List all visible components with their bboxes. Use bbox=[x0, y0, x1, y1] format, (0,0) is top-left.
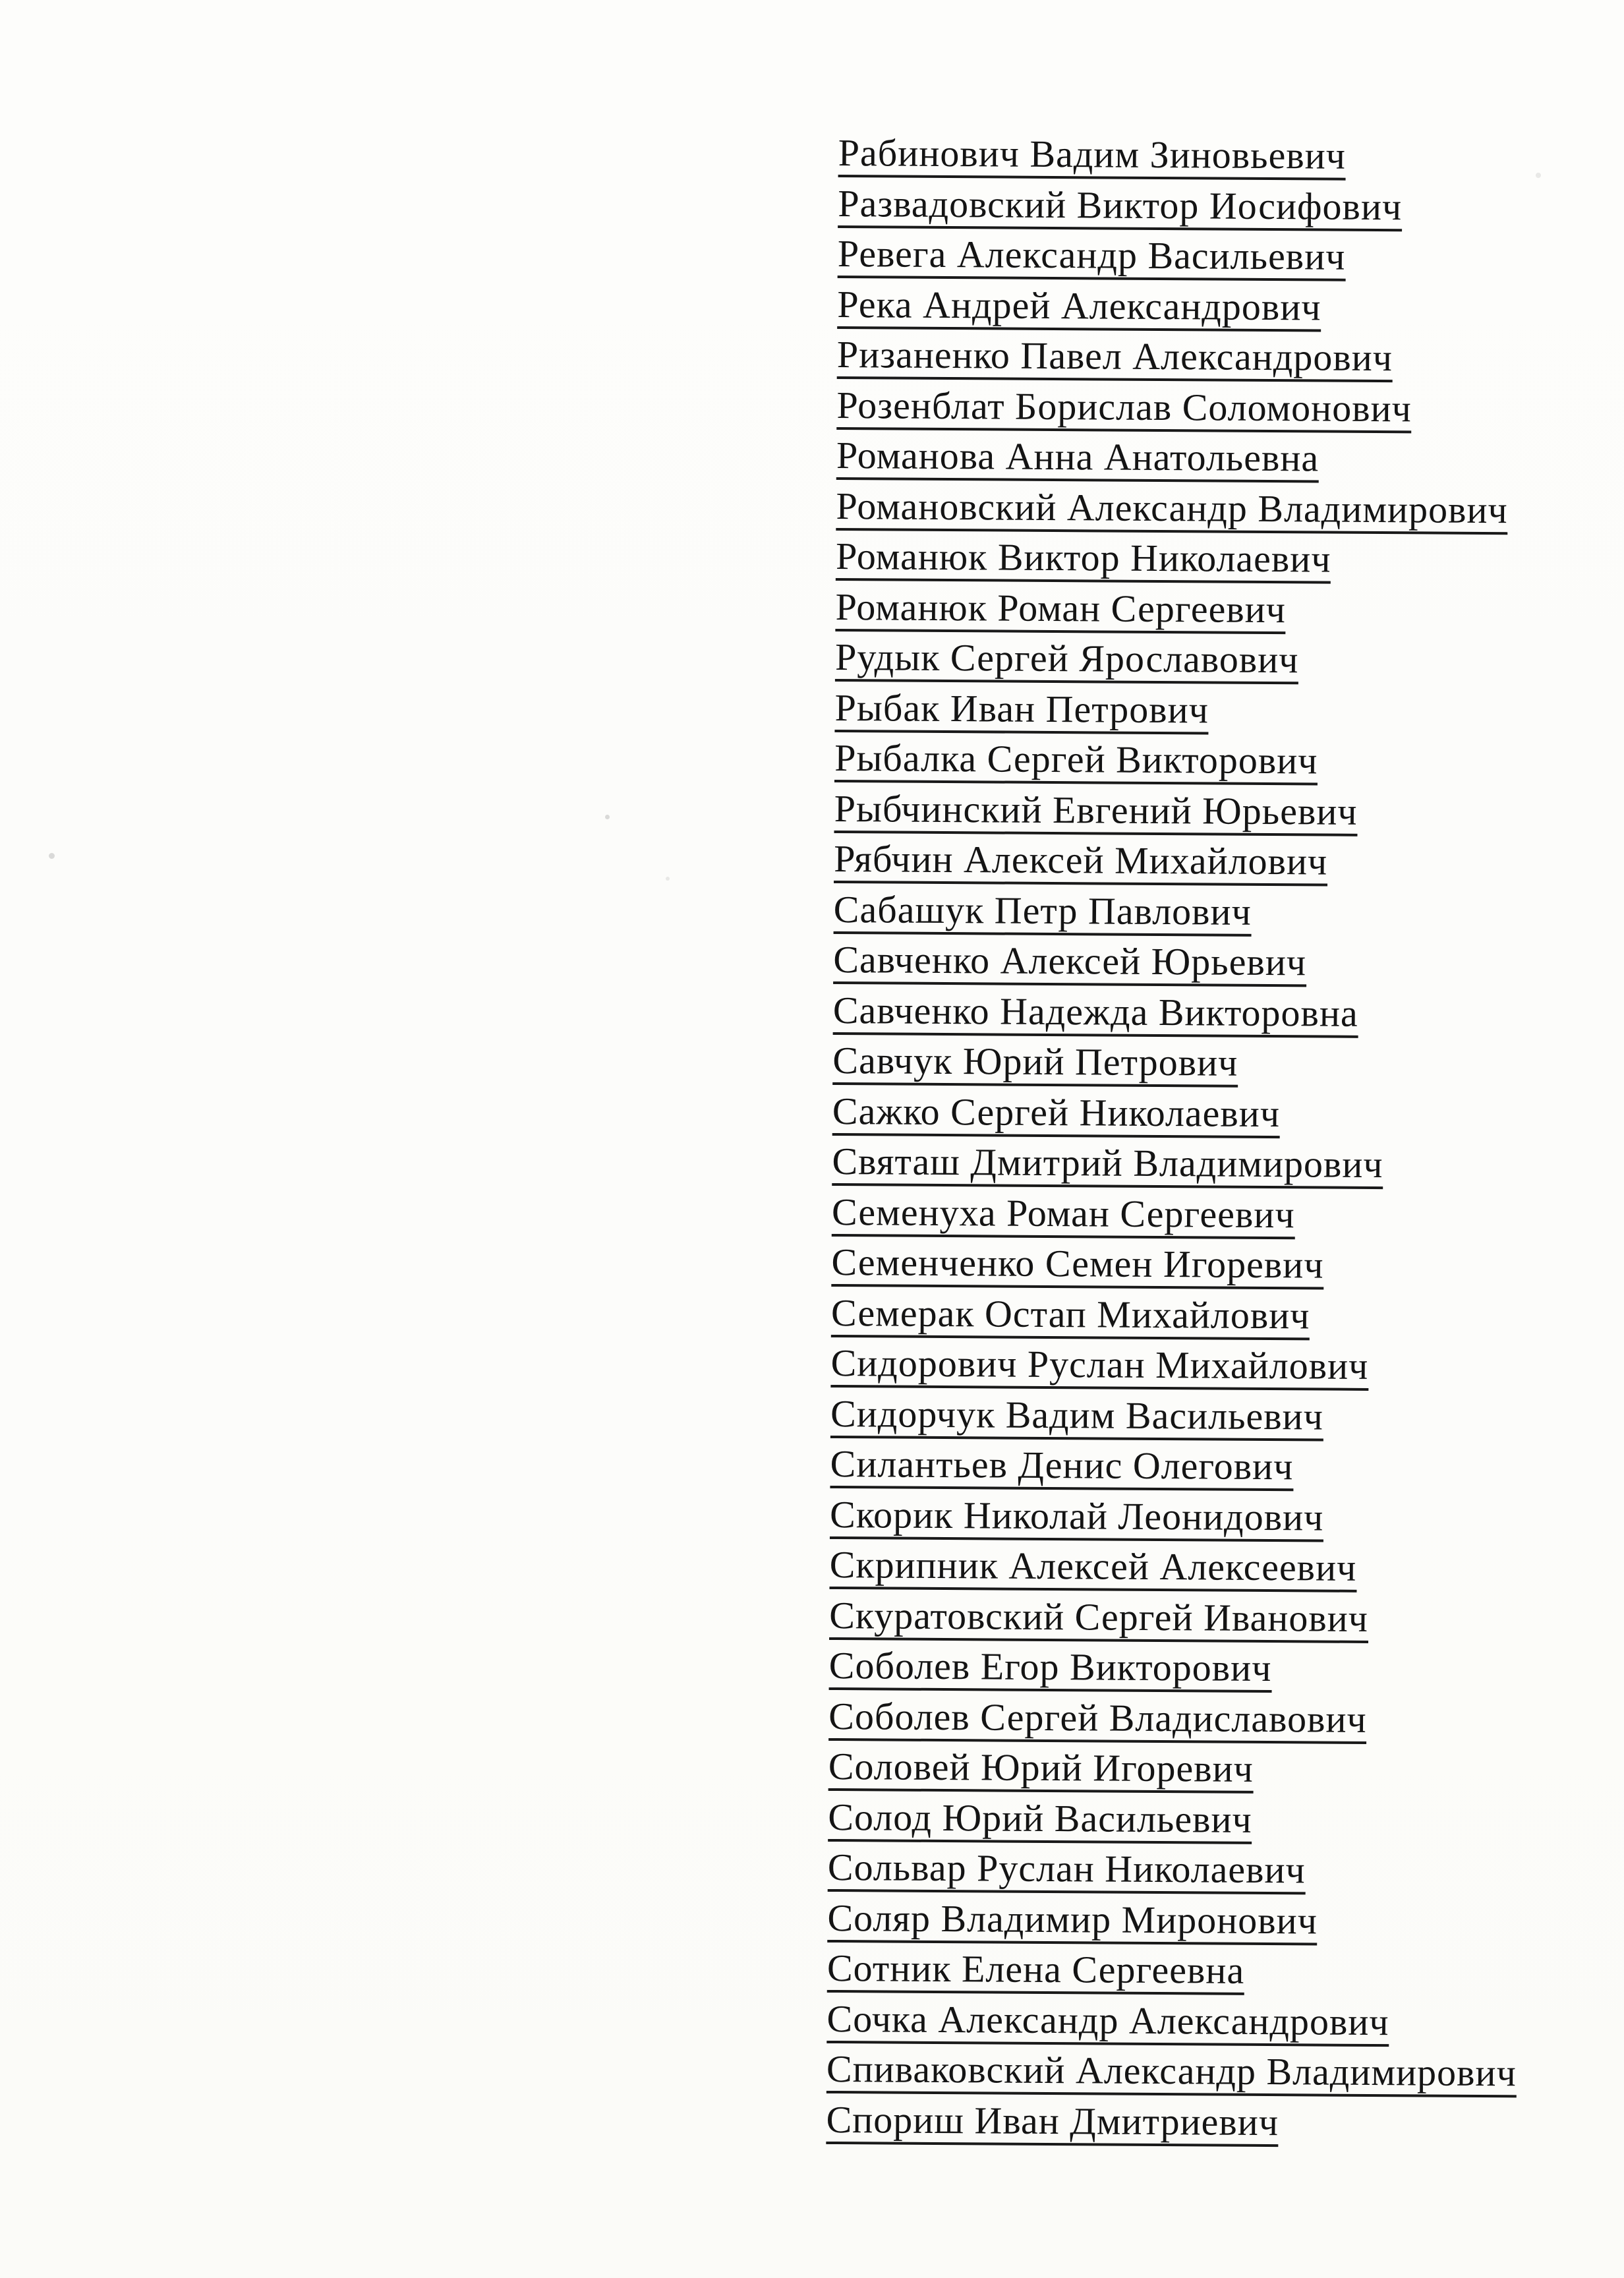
list-item bbox=[828, 1845, 1579, 1900]
list-item bbox=[830, 1442, 1581, 1496]
person-name: Сабашук Петр Павлович bbox=[834, 887, 1252, 936]
person-name: Солод Юрий Васильевич bbox=[828, 1795, 1252, 1844]
person-name: Романова Анна Анатольевна bbox=[836, 434, 1320, 482]
person-name: Сольвар Руслан Николаевич bbox=[828, 1846, 1306, 1894]
person-name: Сотник Елена Сергеевна bbox=[827, 1946, 1245, 1995]
list-item bbox=[831, 1290, 1582, 1345]
list-item bbox=[828, 1794, 1579, 1849]
list-item bbox=[830, 1391, 1582, 1446]
person-name: Романюк Виктор Николаевич bbox=[836, 535, 1331, 584]
scan-speck bbox=[605, 815, 610, 819]
list-item bbox=[832, 1038, 1584, 1093]
person-name: Семенуха Роман Сергеевич bbox=[832, 1190, 1295, 1239]
list-item bbox=[829, 1542, 1580, 1597]
person-name: Сидорчук Вадим Васильевич bbox=[830, 1391, 1323, 1441]
scan-speck bbox=[49, 853, 55, 859]
list-item bbox=[834, 685, 1586, 740]
person-name: Сажко Сергей Николаевич bbox=[832, 1089, 1281, 1138]
list-item bbox=[827, 1895, 1579, 1950]
list-item bbox=[829, 1592, 1580, 1647]
person-name: Савченко Надежда Викторовна bbox=[833, 988, 1358, 1037]
person-name: Скуратовский Сергей Иванович bbox=[829, 1593, 1368, 1643]
list-item bbox=[830, 1492, 1581, 1546]
list-item bbox=[828, 1693, 1580, 1748]
person-name: Рыбак Иван Петрович bbox=[834, 686, 1209, 734]
scan-speck bbox=[666, 877, 670, 881]
person-name: Рыбалка Сергей Викторович bbox=[834, 736, 1318, 785]
list-item bbox=[829, 1643, 1580, 1698]
list-item bbox=[827, 1946, 1579, 2001]
person-name: Ризаненко Павел Александрович bbox=[837, 333, 1393, 382]
person-name: Семенченко Семен Игоревич bbox=[831, 1241, 1323, 1290]
list-item bbox=[837, 281, 1588, 336]
person-name: Семерак Остап Михайлович bbox=[831, 1291, 1310, 1339]
list-item bbox=[833, 987, 1584, 1042]
person-name: Рудык Сергей Ярославович bbox=[835, 635, 1299, 684]
person-name: Скорик Николай Леонидович bbox=[830, 1492, 1324, 1542]
person-name: Соболев Егор Викторович bbox=[829, 1644, 1272, 1693]
person-name: Рябчин Алексей Михайлович bbox=[834, 837, 1327, 887]
list-item bbox=[837, 332, 1588, 387]
list-item bbox=[838, 131, 1590, 185]
list-item bbox=[835, 584, 1586, 639]
person-name: Спиваковский Александр Владимирович bbox=[826, 2047, 1517, 2097]
person-name: Река Андрей Александрович bbox=[837, 282, 1321, 331]
list-item bbox=[826, 2097, 1577, 2151]
person-name: Сидорович Руслан Михайлович bbox=[830, 1341, 1368, 1391]
person-name: Соболев Сергей Владиславович bbox=[828, 1694, 1367, 1743]
list-item bbox=[836, 534, 1587, 589]
list-item bbox=[838, 231, 1589, 286]
list-item bbox=[832, 1088, 1584, 1143]
list-item bbox=[834, 736, 1586, 790]
list-item bbox=[838, 181, 1589, 235]
person-name: Савчук Юрий Петрович bbox=[832, 1039, 1238, 1088]
person-name: Сочка Александр Александрович bbox=[826, 1997, 1389, 2046]
person-name: Савченко Алексей Юрьевич bbox=[833, 938, 1306, 987]
person-name: Ревега Александр Васильевич bbox=[838, 232, 1346, 281]
list-item bbox=[831, 1240, 1582, 1295]
list-item bbox=[836, 382, 1588, 437]
list-item bbox=[833, 937, 1584, 992]
list-item bbox=[828, 1744, 1580, 1799]
person-name: Рыбчинский Евгений Юрьевич bbox=[834, 786, 1357, 836]
list-item bbox=[835, 635, 1586, 689]
list-item bbox=[832, 1189, 1583, 1244]
scan-speck bbox=[1536, 173, 1541, 178]
list-item bbox=[834, 836, 1585, 891]
person-name: Рабинович Вадим Зиновьевич bbox=[838, 131, 1347, 181]
person-name: Соловей Юрий Игоревич bbox=[828, 1745, 1254, 1794]
person-name: Святаш Дмитрий Владимирович bbox=[832, 1140, 1383, 1189]
person-name: Романовский Александр Владимирович bbox=[836, 484, 1508, 534]
list-item bbox=[830, 1341, 1582, 1395]
list-item bbox=[834, 887, 1585, 941]
person-name: Силантьев Денис Олегович bbox=[830, 1442, 1293, 1491]
person-name: Соляр Владимир Миронович bbox=[827, 1896, 1318, 1945]
person-name: Развадовский Виктор Иосифович bbox=[838, 181, 1402, 231]
list-item bbox=[834, 786, 1585, 840]
list-item bbox=[826, 1996, 1578, 2051]
person-name: Спориш Иван Дмитриевич bbox=[826, 2097, 1279, 2146]
person-name: Романюк Роман Сергеевич bbox=[835, 585, 1286, 633]
list-item bbox=[832, 1139, 1583, 1194]
person-name: Скрипник Алексей Алексеевич bbox=[829, 1543, 1356, 1592]
person-name: Розенблат Борислав Соломонович bbox=[836, 383, 1412, 432]
list-item bbox=[836, 433, 1588, 488]
list-item bbox=[836, 483, 1587, 538]
list-item bbox=[826, 2047, 1578, 2101]
name-list bbox=[826, 131, 1590, 2152]
